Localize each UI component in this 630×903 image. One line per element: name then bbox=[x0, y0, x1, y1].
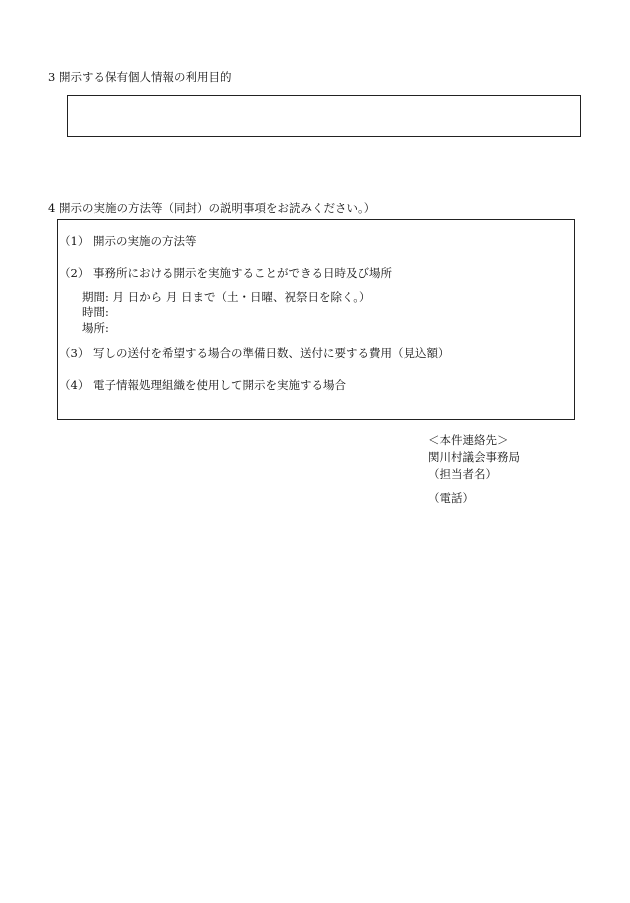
contact-office: 関川村議会事務局 bbox=[428, 450, 520, 464]
item-2-office-date-place: （2） 事務所における開示を実施することができる日時及び場所 bbox=[59, 266, 392, 280]
time-line: 時間: bbox=[82, 305, 109, 319]
place-line: 場所: bbox=[82, 321, 109, 335]
contact-heading: ＜本件連絡先＞ bbox=[428, 433, 509, 447]
section-3-heading: 3 開示する保有個人情報の利用目的 bbox=[48, 70, 232, 84]
item-3-copy-delivery: （3） 写しの送付を希望する場合の準備日数、送付に要する費用（見込額） bbox=[59, 346, 450, 360]
contact-phone: （電話） bbox=[428, 491, 474, 505]
item-4-electronic-disclosure: （4） 電子情報処理組織を使用して開示を実施する場合 bbox=[59, 378, 346, 392]
period-line: 期間: 月 日から 月 日まで（土・日曜、祝祭日を除く。） bbox=[82, 290, 371, 304]
item-1-disclosure-method: （1） 開示の実施の方法等 bbox=[59, 234, 197, 248]
section-4-heading: 4 開示の実施の方法等（同封）の説明事項をお読みください。） bbox=[48, 201, 376, 215]
purpose-of-use-box bbox=[67, 95, 581, 137]
contact-person: （担当者名） bbox=[428, 467, 497, 481]
